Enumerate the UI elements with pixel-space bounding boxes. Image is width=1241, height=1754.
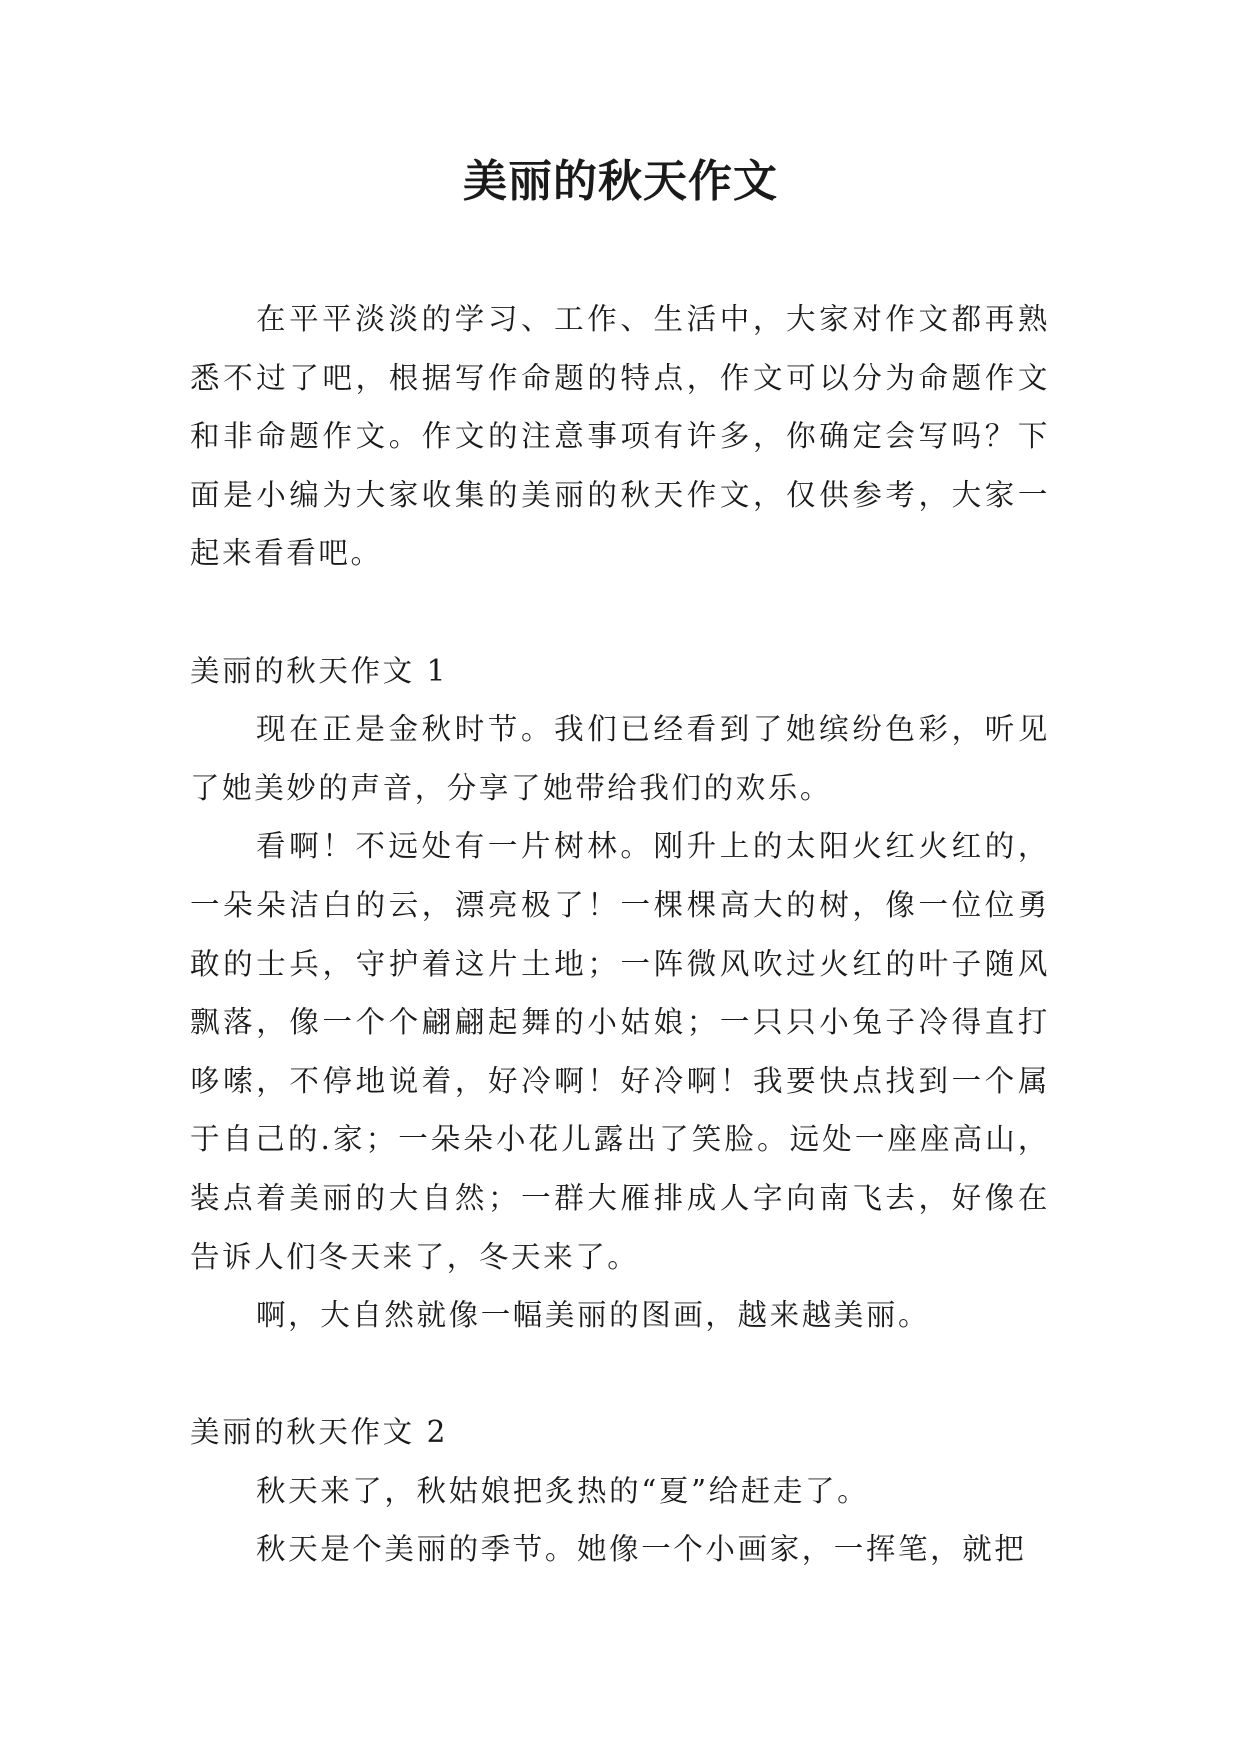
document-body — [190, 290, 1050, 1579]
document-title: 美丽的秋天作文 — [463, 156, 778, 207]
section-2-heading: 美丽的秋天作文 2 — [190, 1415, 449, 1450]
section-1-paragraph-3: 啊，大自然就像一幅美丽的图画，越来越美丽。 — [256, 1298, 931, 1333]
section-spacer — [190, 583, 1050, 642]
section-spacer — [190, 1345, 1050, 1404]
section-2-paragraph-1: 秋天来了，秋姑娘把炙热的“夏”给赶走了。 — [256, 1473, 870, 1508]
section-1-paragraph-2: 看啊！不远处有一片树林。刚升上的太阳火红火红的，一朵朵洁白的云，漂亮极了！一棵棵高大的树，像一位位勇敢的士兵，守护着这片土地；一阵微风吹过火红的叶子随风飘落，像一个个翩翩起舞的小姑娘；一只只小兔子冷得直打哆嗦，不停地说着，好冷啊！好冷啊！我要快点找到一个属于自己的.家；一朵朵小花儿露出了笑脸。远处一座座高山，装点着美丽的大自然；一群大雁排成人字向南飞去，好像在告诉人们冬天来了，冬天来了。 — [190, 829, 1050, 1274]
section-2-paragraph-2: 秋天是个美丽的季节。她像一个小画家，一挥笔，就把 — [256, 1532, 1027, 1567]
section-1-paragraph-1: 现在正是金秋时节。我们已经看到了她缤纷色彩，听见了她美妙的声音，分享了她带给我们的欢乐。 — [190, 712, 1050, 805]
section-1-heading: 美丽的秋天作文 1 — [190, 653, 449, 688]
intro-paragraph: 在平平淡淡的学习、工作、生活中，大家对作文都再熟悉不过了吧，根据写作命题的特点，作文可以分为命题作文和非命题作文。作文的注意事项有许多，你确定会写吗？下面是小编为大家收集的美丽的秋天作文，仅供参考，大家一起来看看吧。 — [190, 302, 1050, 571]
